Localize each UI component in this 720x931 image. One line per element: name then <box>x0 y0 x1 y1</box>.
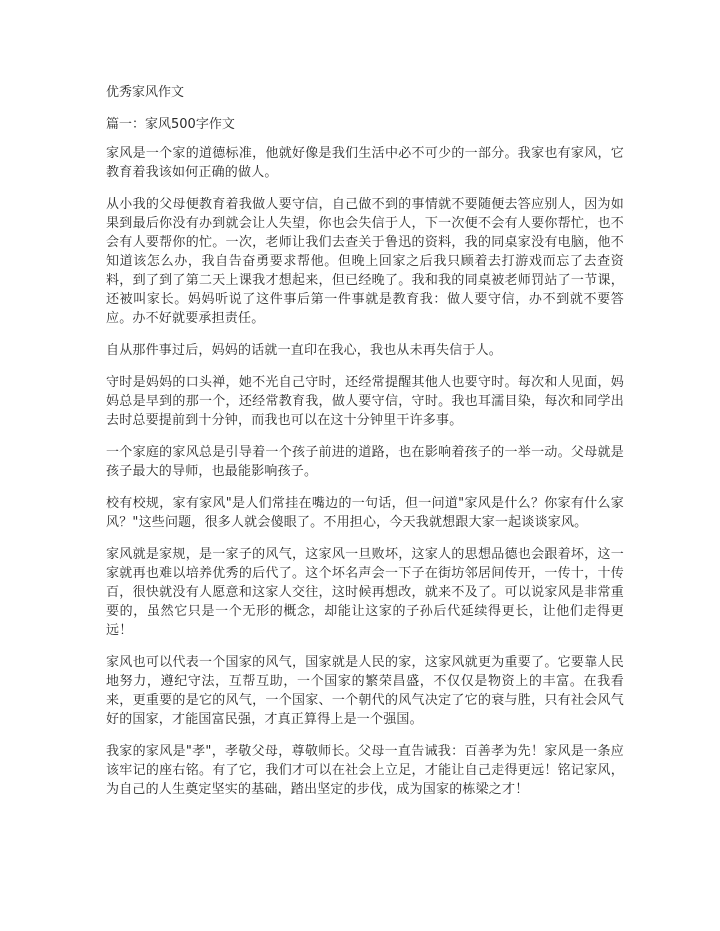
section-heading: 篇一：家风500字作文 <box>106 117 235 132</box>
paragraph-7: 家风就是家规，是一家子的风气，这家风一旦败坏，这家人的思想品德也会跟着坏，这一家就再也难以培养优秀的后代了。这个坏名声会一下子在街坊邻居间传开，一传十，十传百，很快就没有人愿意和这家人交往，这时候再想改，就来不及了。可以说家风是非常重要的，虽然它只是一个无形的概念，却能让这家的子孙后代延续得更长，让他们走得更远！ <box>106 547 624 638</box>
paragraph-3: 自从那件事过后，妈妈的话就一直印在我心，我也从未再失信于人。 <box>106 343 503 358</box>
paragraph-4: 守时是妈妈的口头禅，她不光自己守时，还经常提醒其他人也要守时。每次和人见面，妈妈总是早到的那一个，还经常教育我，做人要守信，守时。我也耳濡目染，每次和同学出去时总要提前到十分钟，而我也可以在这十分钟里干许多事。 <box>106 375 624 428</box>
document-body <box>106 84 624 812</box>
paragraph-6: 校有校规，家有家风"是人们常挂在嘴边的一句话，但一问道"家风是什么？你家有什么家风？"这些问题，很多人就会傻眼了。不用担心，今天我就想跟大家一起谈谈家风。 <box>106 496 624 530</box>
paragraph-9: 我家的家风是"孝"，孝敬父母，尊敬师长。父母一直告诫我：百善孝为先！家风是一条应该牢记的座右铭。有了它，我们才可以在社会上立足，才能让自己走得更远！铭记家风，为自己的人生奠定坚实的基础，踏出坚定的步伐，成为国家的栋梁之才！ <box>106 744 624 797</box>
paragraph-1: 家风是一个家的道德标准，他就好像是我们生活中必不可少的一部分。我家也有家风，它教育着我该如何正确的做人。 <box>106 146 624 180</box>
document-title: 优秀家风作文 <box>106 85 185 100</box>
paragraph-8: 家风也可以代表一个国家的风气，国家就是人民的家，这家风就更为重要了。它要靠人民地努力，遵纪守法，互帮互助，一个国家的繁荣昌盛，不仅仅是物资上的丰富。在我看来，更重要的是它的风气，一个国家、一个朝代的风气决定了它的衰与胜，只有社会风气好的国家，才能国富民强，才真正算得上是一个强国。 <box>106 655 624 727</box>
paragraph-2: 从小我的父母便教育着我做人要守信，自己做不到的事情就不要随便去答应别人，因为如果到最后你没有办到就会让人失望，你也会失信于人，下一次便不会有人要你帮忙，也不会有人要帮你的忙。一次，老师让我们去查关于鲁迅的资料，我的同桌家没有电脑，他不知道该怎么办，我自告奋勇要求帮他。但晚上回家之后我只顾着去打游戏而忘了去查资料，到了到了第二天上课我才想起来，但已经晚了。我和我的同桌被老师罚站了一节课，还被叫家长。妈妈听说了这件事后第一件事就是教育我：做人要守信，办不到就不要答应。办不好就要承担责任。 <box>106 197 624 326</box>
paragraph-5: 一个家庭的家风总是引导着一个孩子前进的道路，也在影响着孩子的一举一动。父母就是孩子最大的导师，也最能影响孩子。 <box>106 445 624 479</box>
